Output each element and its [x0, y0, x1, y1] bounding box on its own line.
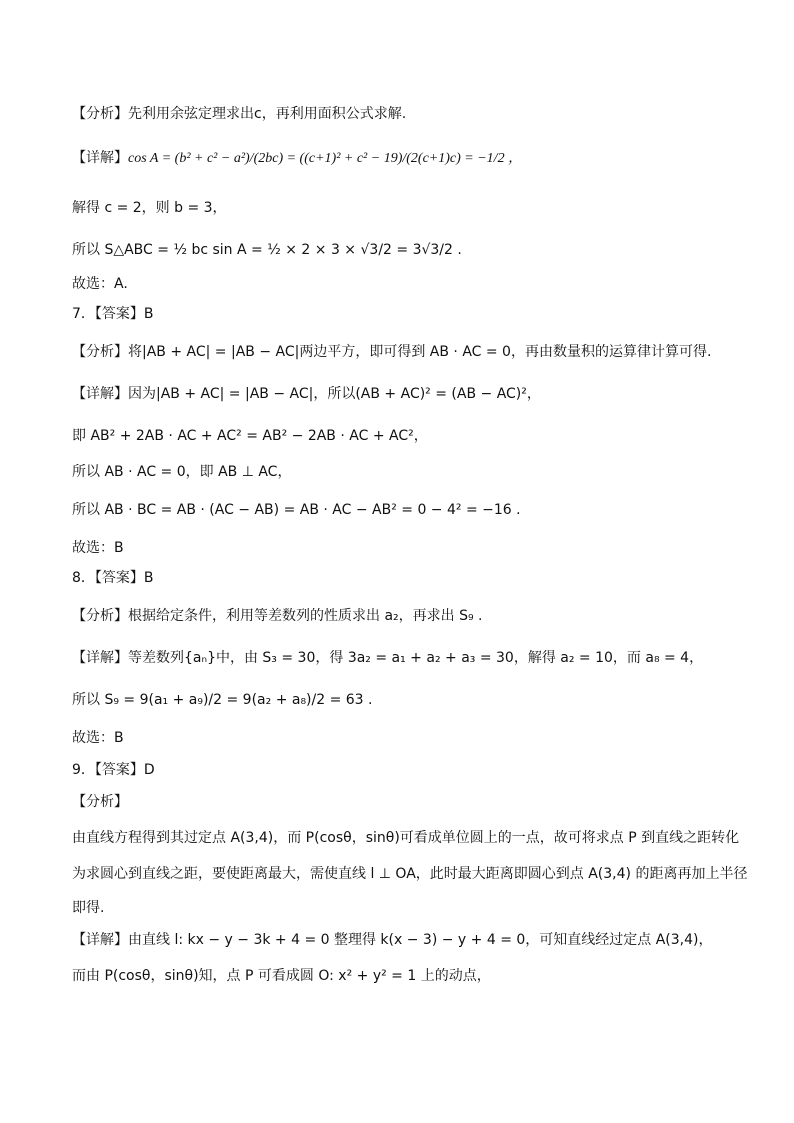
text-line: 【分析】将|AB + AC| = |AB − AC|两边平方，即可得到 AB · AC = 0，再由数量积的运算律计算可得.	[72, 344, 712, 360]
text-line: 所以 S₉ = 9(a₁ + a₉)/2 = 9(a₂ + a₈)/2 = 63 .	[72, 692, 373, 708]
text-line: 故选：B	[72, 730, 124, 746]
formula: cos A = (b² + c² − a²)/(2bc) = ((c+1)² + c² − 19)/(2(c+1)c) = −1/2 ，	[128, 151, 523, 166]
text-line: 【详解】因为|AB + AC| = |AB − AC|，所以(AB + AC)² = (AB − AC)²，	[72, 386, 541, 402]
text-line: 【分析】先利用余弦定理求出c，再利用面积公式求解.	[72, 106, 407, 122]
text-line: 故选：B	[72, 540, 124, 556]
text-line: 即得.	[72, 900, 105, 916]
text-line: 7．【答案】B	[72, 306, 154, 322]
text-line: 由直线方程得到其过定点 A(3,4)，而 P(cosθ，sinθ)可看成单位圆上的一点，故可将求点 P 到直线之距转化	[72, 830, 740, 846]
text-line: 所以 AB · AC = 0，即 AB ⊥ AC，	[72, 464, 292, 480]
text-line: 【分析】根据给定条件，利用等差数列的性质求出 a₂，再求出 S₉ .	[72, 608, 483, 624]
text-line	[72, 148, 522, 169]
text-line: 9．【答案】D	[72, 762, 155, 778]
text-line: 为求圆心到直线之距，要使距离最大，需使直线 l ⊥ OA，此时最大距离即圆心到点 A(3,4) 的距离再加上半径	[72, 866, 748, 882]
text-line: 所以 AB · BC = AB · (AC − AB) = AB · AC − AB² = 0 − 4² = −16 .	[72, 502, 521, 518]
text-line: 即 AB² + 2AB · AC + AC² = AB² − 2AB · AC + AC²，	[72, 428, 428, 444]
text-line: 故选：A.	[72, 276, 128, 292]
text-line: 所以 S△ABC = ½ bc sin A = ½ × 2 × 3 × √3/2 = 3√3/2 .	[72, 242, 462, 258]
text-line: 而由 P(cosθ，sinθ)知，点 P 可看成圆 O: x² + y² = 1 上的动点，	[72, 968, 491, 984]
text-line: 解得 c = 2，则 b = 3，	[72, 200, 227, 216]
text-line: 8．【答案】B	[72, 570, 154, 586]
text-line: 【分析】	[72, 794, 128, 810]
text-line: 【详解】由直线 l: kx − y − 3k + 4 = 0 整理得 k(x − 3) − y + 4 = 0，可知直线经过定点 A(3,4)，	[72, 932, 713, 948]
text-line: 【详解】等差数列{aₙ}中，由 S₃ = 30，得 3a₂ = a₁ + a₂ + a₃ = 30，解得 a₂ = 10，而 a₈ = 4，	[72, 650, 704, 666]
label: 【详解】	[72, 150, 128, 166]
